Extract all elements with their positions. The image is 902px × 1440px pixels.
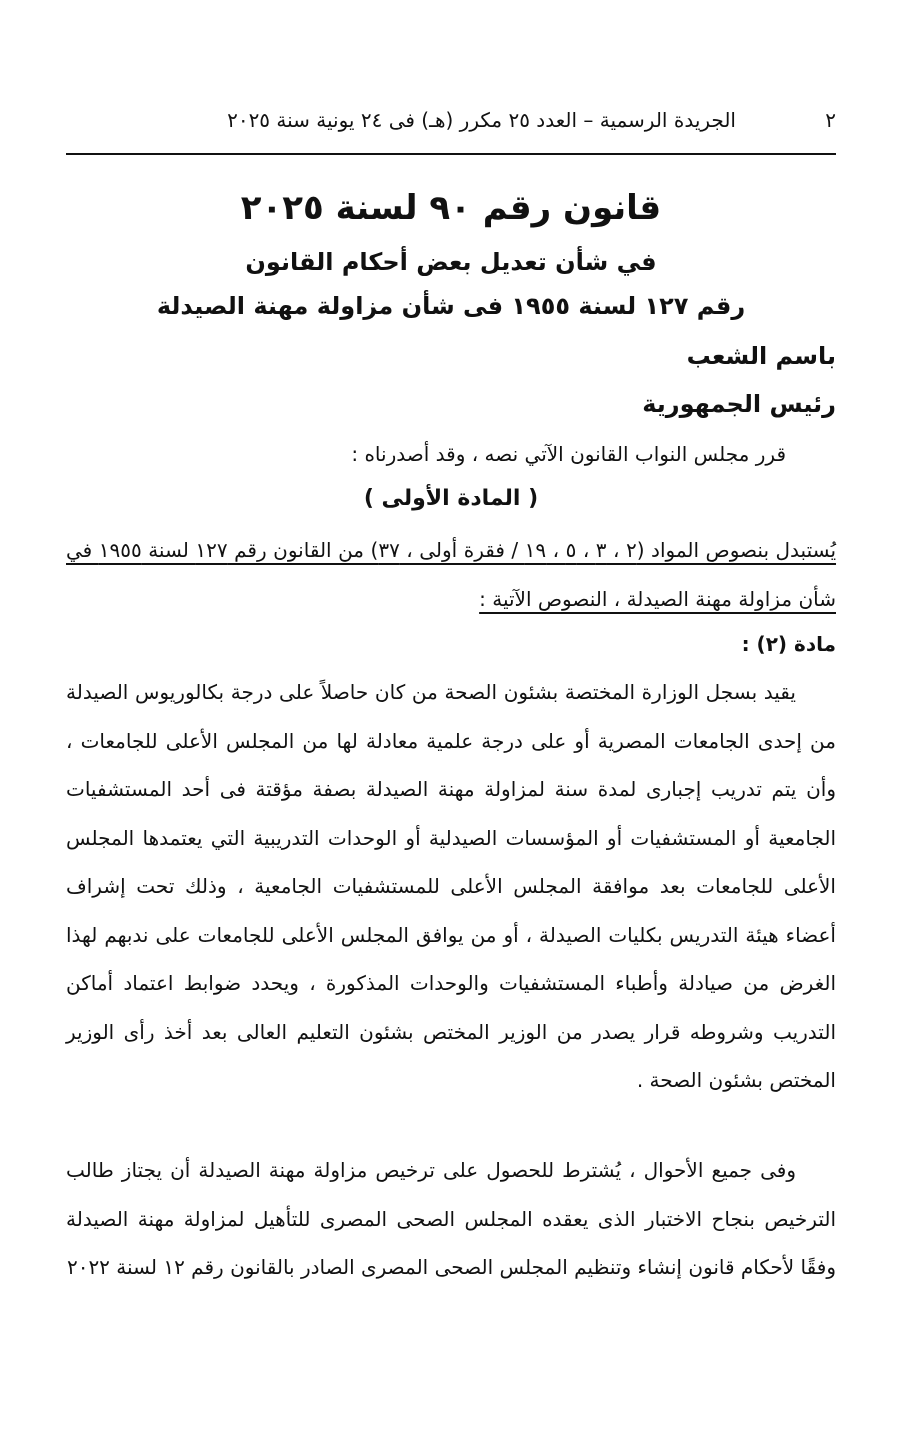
- enactment-statement: قرر مجلس النواب القانون الآتي نصه ، وقد أصدرناه :: [351, 442, 786, 466]
- law-subtitle-1: في شأن تعديل بعض أحكام القانون: [245, 248, 657, 276]
- president-heading: رئيس الجمهورية: [642, 390, 836, 418]
- gazette-issue-line: الجريدة الرسمية – العدد ٢٥ مكرر (هـ) فى ٢٤ يونية سنة ٢٠٢٥: [227, 108, 736, 132]
- in-the-name-of-people-heading: باسم الشعب: [686, 342, 836, 370]
- article-two-paragraph-2-text: وفى جميع الأحوال ، يُشترط للحصول على ترخيص مزاولة مهنة الصيدلة أن يجتاز طالب الترخيص بنجاح الاختبار الذى يعقده المجلس الصحى المصرى للتأهيل لمزاولة مهنة الصيدلة وفقًا لأحكام قانون إنشاء وتنظيم المجلس الصحى المصرى الصادر بالقانون رقم ١٢ لسنة ٢٠٢٢: [66, 1158, 836, 1279]
- article-two-paragraph-1-text: يقيد بسجل الوزارة المختصة بشئون الصحة من كان حاصلاً على درجة بكالوريوس الصيدلة من إحدى الجامعات المصرية أو على درجة علمية معادلة لها من المجلس الأعلى للجامعات ، وأن يتم تدريب إجبارى لمدة سنة لمزاولة مهنة الصيدلة بصفة مؤقتة فى أحد المستشفيات الجامعية أو المستشفيات أو المؤسسات الصيدلية أو الوحدات التدريبية التي يعتمدها المجلس الأعلى للجامعات بعد موافقة المجلس الأعلى للمستشفيات الجامعية ، وذلك تحت إشراف أعضاء هيئة التدريس بكليات الصيدلة ، أو من يوافق المجلس الأعلى للجامعات على ندبهم لهذا الغرض من صيادلة وأطباء المستشفيات والوحدات المذكورة ، ويحدد ضوابط اعتماد أماكن التدريب وشروطه قرار يصدر من الوزير المختص بشئون التعليم العالى بعد أخذ رأى الوزير المختص بشئون الصحة .: [66, 680, 836, 1092]
- law-subtitle-2: رقم ١٢٧ لسنة ١٩٥٥ فى شأن مزاولة مهنة الصيدلة: [156, 292, 746, 320]
- article-two-label: مادة (٢) :: [741, 632, 836, 656]
- article-one-heading: ( المادة الأولى ): [363, 486, 539, 511]
- article-two-paragraph-1: [66, 668, 836, 1105]
- header-divider: [66, 153, 836, 155]
- page-header: [66, 100, 836, 140]
- article-one-text: يُستبدل بنصوص المواد (٢ ، ٣ ، ٥ ، ١٩ / فقرة أولى ، ٣٧) من القانون رقم ١٢٧ لسنة ١٩٥٥ في شأن مزاولة مهنة الصيدلة ، النصوص الآتية :: [66, 538, 837, 611]
- page-number: ٢: [825, 108, 836, 132]
- article-two-paragraph-2: [66, 1146, 836, 1292]
- law-title: قانون رقم ٩٠ لسنة ٢٠٢٥: [240, 188, 662, 228]
